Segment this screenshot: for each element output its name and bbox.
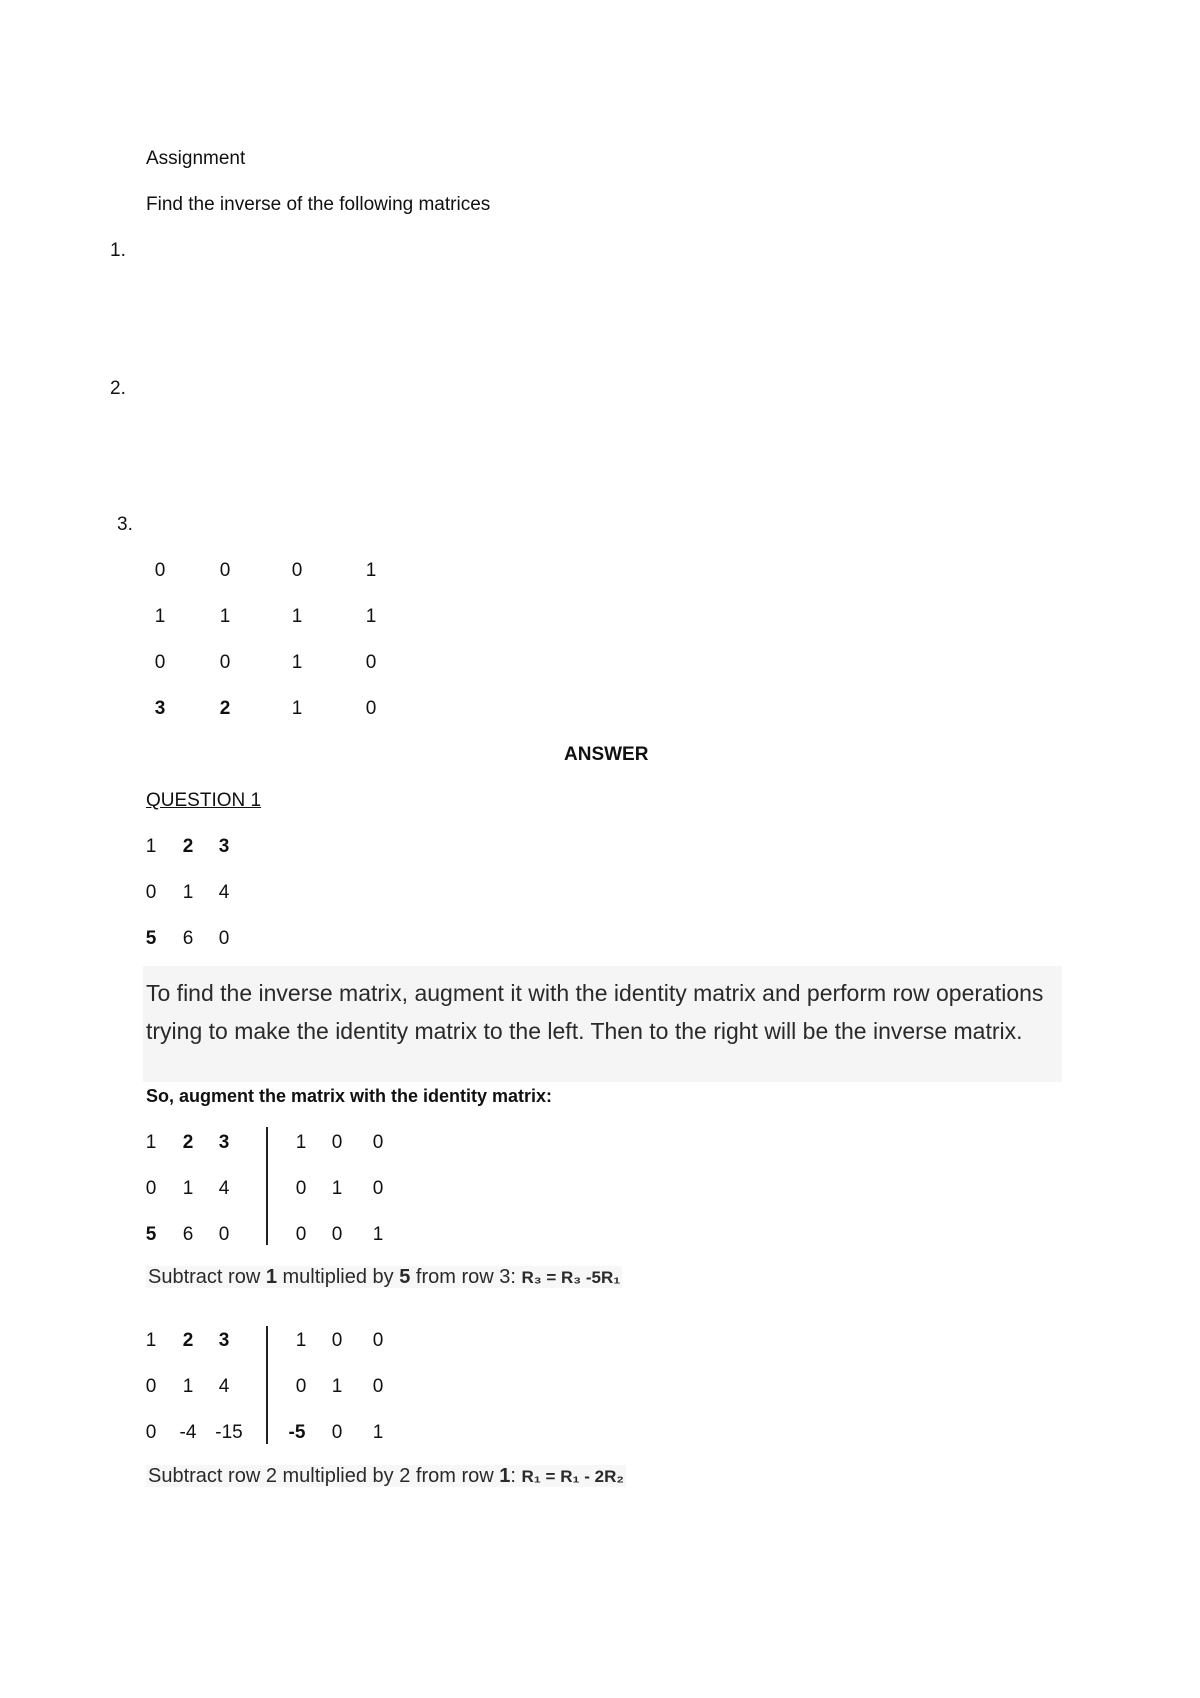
matrix-cell: 0 — [145, 1376, 157, 1397]
step-text-part: 2 — [399, 1465, 411, 1487]
matrix-cell: 1 — [145, 1132, 157, 1153]
step-text-part: 5 — [399, 1266, 411, 1288]
question-number-2: 2. — [110, 378, 126, 399]
matrix-cell: 1 — [331, 1376, 343, 1397]
matrix-cell: 2 — [182, 836, 194, 857]
matrix-cell: 0 — [331, 1132, 343, 1153]
matrix-cell: 1 — [291, 652, 303, 673]
step-text-part: Subtract row — [148, 1465, 266, 1487]
matrix-cell: 1 — [182, 1178, 194, 1199]
question-1-label: QUESTION 1 — [146, 790, 262, 811]
matrix-cell: 0 — [145, 1178, 157, 1199]
matrix-cell: 1 — [295, 1330, 307, 1351]
matrix-cell: 1 — [365, 606, 377, 627]
augment-note: So, augment the matrix with the identity matrix: — [146, 1086, 553, 1106]
row-operation-formula: R₃ = R₃ -5R₁ — [521, 1268, 621, 1287]
matrix-cell: -4 — [179, 1422, 197, 1443]
step-text-part: multiplied by — [276, 1465, 400, 1487]
matrix-cell: 3 — [218, 1132, 230, 1153]
matrix-cell: 1 — [295, 1132, 307, 1153]
step-text-part: : — [510, 1266, 522, 1288]
step-text-part: 1 — [265, 1266, 277, 1288]
instruction-text: Find the inverse of the following matrices — [146, 194, 491, 215]
matrix-cell: 1 — [291, 606, 303, 627]
matrix-cell: 0 — [219, 560, 231, 581]
matrix-cell: 0 — [372, 1376, 384, 1397]
augment-divider — [266, 1326, 268, 1444]
matrix-cell: 1 — [182, 882, 194, 903]
matrix-cell: 0 — [154, 560, 166, 581]
matrix-cell: 0 — [219, 652, 231, 673]
matrix-cell: 0 — [295, 1376, 307, 1397]
question-number-1: 1. — [110, 240, 126, 261]
augment-divider — [266, 1127, 268, 1245]
matrix-cell: 0 — [154, 652, 166, 673]
matrix-cell: 0 — [218, 1224, 230, 1245]
step-text-part: multiplied by — [276, 1266, 400, 1288]
matrix-cell: 5 — [145, 928, 157, 949]
matrix-cell: 0 — [372, 1132, 384, 1153]
matrix-cell: 3 — [218, 1330, 230, 1351]
step-text-part: : — [510, 1465, 522, 1487]
matrix-cell: -5 — [288, 1422, 306, 1443]
matrix-cell: 0 — [145, 882, 157, 903]
matrix-cell: 1 — [291, 698, 303, 719]
matrix-cell: 0 — [372, 1178, 384, 1199]
matrix-cell: 1 — [219, 606, 231, 627]
assignment-heading: Assignment — [146, 148, 246, 169]
matrix-cell: 1 — [145, 836, 157, 857]
matrix-cell: 0 — [291, 560, 303, 581]
matrix-cell: 2 — [219, 698, 231, 719]
step-text-part: from row — [410, 1465, 500, 1487]
matrix-cell: 2 — [182, 1330, 194, 1351]
matrix-cell: -15 — [215, 1422, 243, 1443]
step-1-text — [146, 1266, 622, 1289]
matrix-cell: 4 — [218, 1178, 230, 1199]
matrix-cell: 0 — [372, 1330, 384, 1351]
matrix-cell: 5 — [145, 1224, 157, 1245]
matrix-cell: 0 — [218, 928, 230, 949]
step-text-part: 2 — [265, 1465, 277, 1487]
matrix-cell: 3 — [154, 698, 166, 719]
matrix-cell: 1 — [372, 1422, 384, 1443]
matrix-cell: 1 — [331, 1178, 343, 1199]
matrix-cell: 0 — [295, 1224, 307, 1245]
step-text-part: from row — [410, 1266, 500, 1288]
matrix-cell: 1 — [182, 1376, 194, 1397]
matrix-cell: 2 — [182, 1132, 194, 1153]
matrix-cell: 1 — [145, 1330, 157, 1351]
matrix-cell: 4 — [218, 882, 230, 903]
matrix-cell: 1 — [365, 560, 377, 581]
matrix-cell: 6 — [182, 928, 194, 949]
step-text-part: Subtract row — [148, 1266, 266, 1288]
answer-heading: ANSWER — [564, 744, 649, 765]
step-text-part: 3 — [499, 1266, 511, 1288]
step-text-part: 1 — [499, 1465, 511, 1487]
matrix-cell: 0 — [145, 1422, 157, 1443]
matrix-cell: 6 — [182, 1224, 194, 1245]
matrix-cell: 3 — [218, 836, 230, 857]
matrix-cell: 0 — [331, 1330, 343, 1351]
row-operation-formula: R₁ = R₁ - 2R₂ — [521, 1467, 624, 1486]
matrix-cell: 0 — [295, 1178, 307, 1199]
matrix-cell: 0 — [365, 698, 377, 719]
matrix-cell: 4 — [218, 1376, 230, 1397]
question-number-3: 3. — [117, 514, 133, 535]
matrix-cell: 0 — [331, 1224, 343, 1245]
matrix-cell: 1 — [372, 1224, 384, 1245]
step-2-text — [146, 1465, 626, 1488]
matrix-cell: 0 — [331, 1422, 343, 1443]
matrix-cell: 1 — [154, 606, 166, 627]
matrix-cell: 0 — [365, 652, 377, 673]
explanation-text: To find the inverse matrix, augment it with the identity matrix and perform row operations trying to make the identity matrix to the left. Then to the right will be the inverse matrix. — [146, 980, 1044, 1044]
